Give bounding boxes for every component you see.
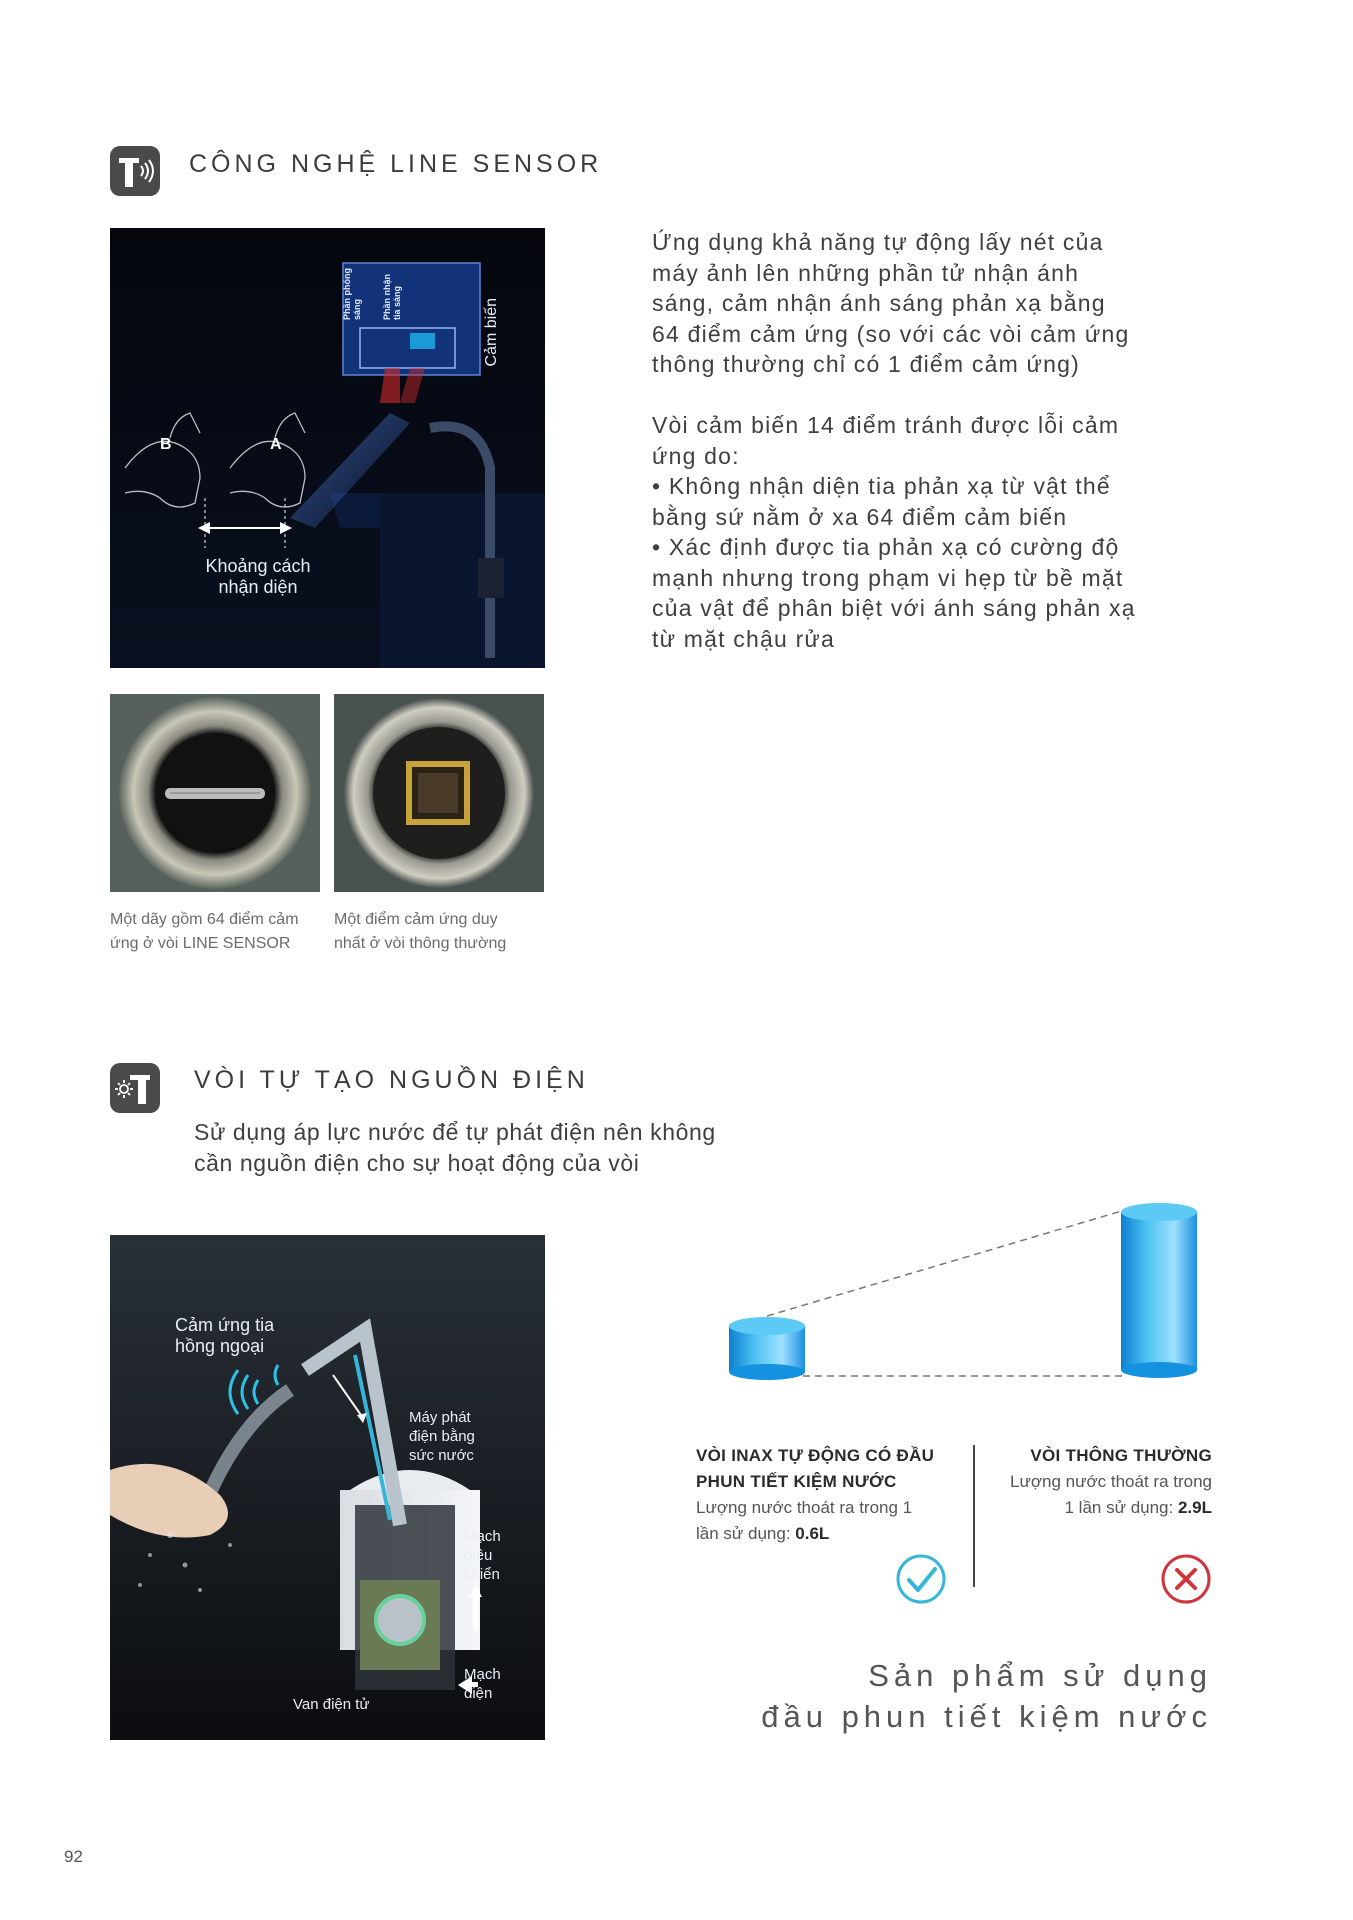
- inax-saving-faucet-info: VÒI INAX TỰ ĐỘNG CÓ ĐẦU PHUN TIẾT KIỆM NƯỚC Lượng nước thoát ra trong 1 lần sử dụng: 0.6L: [696, 1446, 935, 1543]
- section-title-line-sensor: CÔNG NGHỆ LINE SENSOR: [189, 150, 603, 178]
- label-infrared-sensor: Cảm ứng tia hồng ngoại: [175, 1315, 275, 1356]
- self-power-diagram: [110, 1235, 545, 1740]
- label-control-circuit: Mạch điều khiển: [464, 1528, 501, 1583]
- section-title-self-power: VÒI TỰ TẠO NGUỒN ĐIỆN: [194, 1066, 589, 1094]
- label-light-receive: Phần nhận tia sáng: [382, 273, 402, 320]
- label-hydro-generator: Máy phát điện bằng sức nước: [409, 1409, 475, 1464]
- photo-single-point-sensor: [334, 694, 544, 892]
- self-power-faucet-icon: [110, 1063, 160, 1113]
- caption-line-sensor: Một dãy gồm 64 điểm cảm ứng ở vòi LINE SENSOR: [110, 911, 299, 952]
- tagline: Sản phẩm sử dụng đầu phun tiết kiệm nước: [761, 1658, 1212, 1734]
- cross-icon: [1160, 1553, 1212, 1605]
- line-sensor-description: Ứng dụng khả năng tự động lấy nét của máy ảnh lên những phần tử nhận ánh sáng, cảm nhận ánh sáng phản xạ bằng 64 điểm cảm ứng (so với các vòi cảm ứng thông thường chỉ có 1 điểm cảm ứng): [652, 229, 1130, 377]
- label-b: B: [160, 436, 172, 453]
- caption-standard-sensor: Một điểm cảm ứng duy nhất ở vòi thông thường: [334, 911, 507, 952]
- line-sensor-diagram: [110, 228, 545, 668]
- label-sensor: Cảm biến: [483, 298, 500, 367]
- page-number: 92: [64, 1847, 83, 1866]
- label-detection-distance: Khoảng cách nhận diện: [205, 556, 311, 597]
- standard-faucet-info: VÒI THÔNG THƯỜNG Lượng nước thoát ra trong 1 lần sử dụng: 2.9L: [1010, 1446, 1212, 1517]
- label-power-circuit: Mạch điện: [464, 1666, 501, 1702]
- check-icon: [895, 1553, 947, 1605]
- self-power-subtitle: Sử dụng áp lực nước để tự phát điện nên không cần nguồn điện cho sự hoạt động của vòi: [194, 1119, 716, 1176]
- line-sensor-faucet-icon: [110, 146, 160, 196]
- label-a: A: [270, 436, 282, 453]
- water-volume-comparison-graphic: [715, 1198, 1215, 1388]
- line-sensor-advantages: Vòi cảm biến 14 điểm tránh được lỗi cảm ứng do: • Không nhận diện tia phản xạ từ vật thể bằng sứ nằm ở xa 64 điểm cảm biến • Xác định được tia phản xạ có cường độ mạnh nhưng trong phạm vi hẹp từ bề mặt của vật để phân biệt với ánh sáng phản xạ từ mặt chậu rửa: [652, 412, 1136, 652]
- comparison-divider: [973, 1445, 975, 1587]
- label-light-emit: Phần phóng sáng: [342, 268, 362, 320]
- photo-64-point-sensor: [110, 694, 320, 892]
- label-solenoid-valve: Van điện tử: [293, 1696, 370, 1713]
